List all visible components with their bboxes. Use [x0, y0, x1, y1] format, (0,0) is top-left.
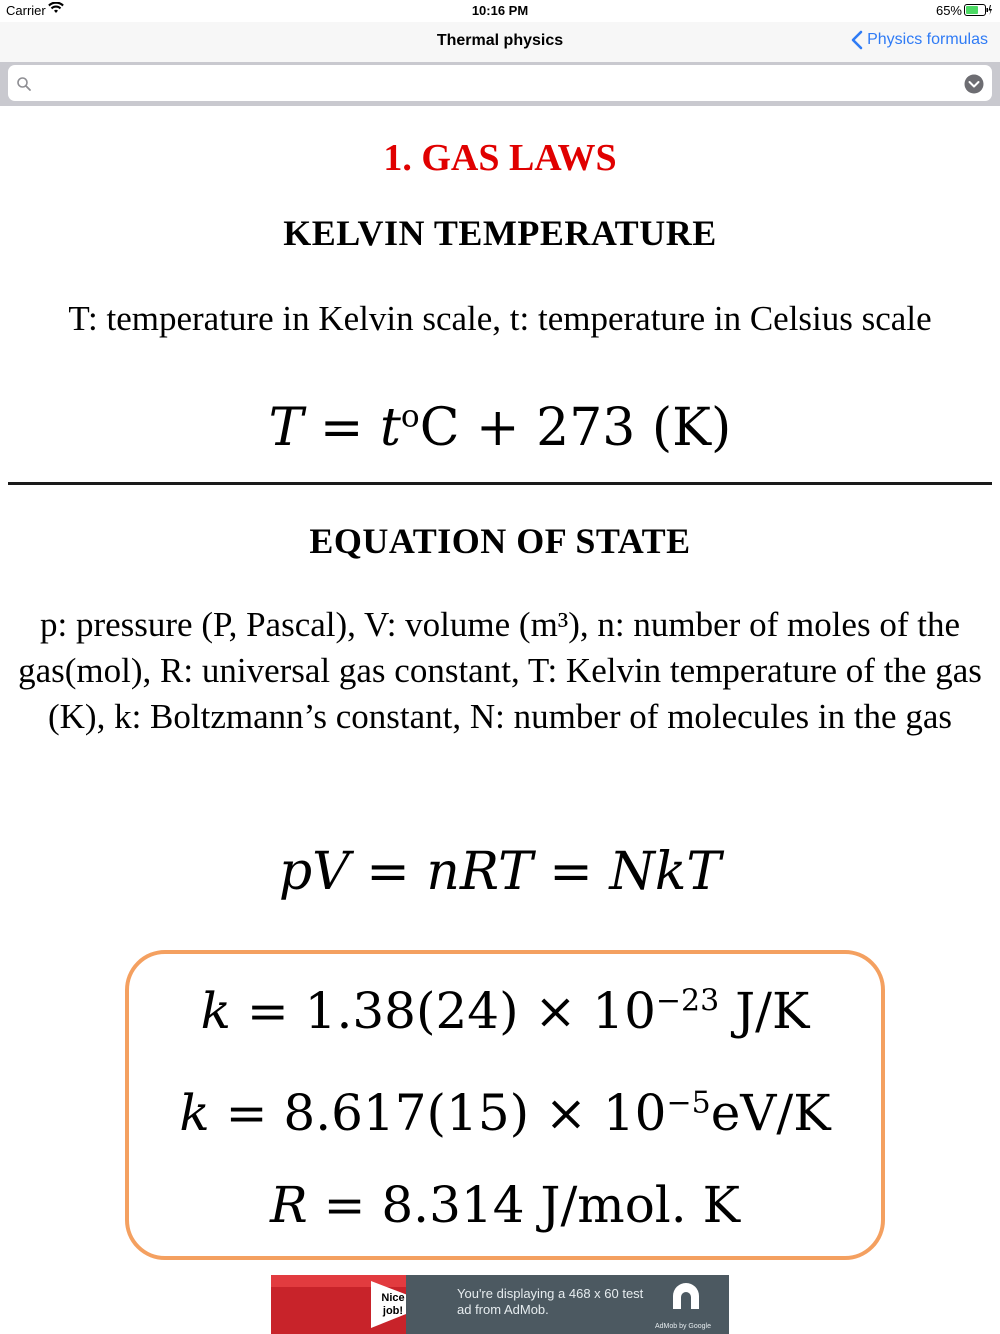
- state-heading: EQUATION OF STATE: [309, 521, 691, 561]
- ad-badge: Nice job!: [381, 1292, 405, 1317]
- state-description: p: pressure (P, Pascal), V: volume (m³), n: number of moles of the gas(mol), R: universal gas constant, T: Kelvin temperature of the gas (K), k: Boltzmann’s constant, N: number of molecules in the gas: [18, 605, 982, 736]
- formula-part: C + 273 (K): [419, 398, 732, 458]
- kelvin-description: T: temperature in Kelvin scale, t: temperature in Celsius scale: [68, 299, 932, 338]
- formula-part: =: [303, 398, 380, 458]
- constant-unit: eV/K: [710, 1084, 831, 1142]
- section-title: 1. GAS LAWS: [383, 137, 617, 179]
- battery-percent: 65%: [935, 3, 962, 18]
- constant-exponent: −23: [655, 983, 720, 1019]
- chevron-down-icon[interactable]: [964, 74, 984, 94]
- search-icon: [16, 76, 32, 92]
- constant-exponent: −5: [666, 1085, 711, 1121]
- back-button[interactable]: [851, 30, 988, 50]
- constant-value: = 1.38(24) × 10: [230, 982, 656, 1040]
- kelvin-heading: KELVIN TEMPERATURE: [283, 213, 717, 253]
- status-time: 10:16 PM: [471, 3, 529, 18]
- navigation-bar: [0, 22, 1000, 62]
- constant-line: [129, 1176, 881, 1234]
- chevron-left-icon: [851, 30, 863, 50]
- ad-footer: AdMob by Google: [654, 1323, 711, 1330]
- constant-value: = 8.617(15) × 10: [209, 1084, 667, 1142]
- ad-text: You're displaying a 468 x 60 test ad from AdMob.: [457, 1286, 644, 1317]
- search-box: [8, 65, 992, 101]
- carrier-label: Carrier: [6, 3, 46, 18]
- formula-part: T: [268, 398, 304, 458]
- constant-symbol: k: [179, 1084, 210, 1142]
- kelvin-formula: [0, 398, 1000, 458]
- search-bar: [0, 62, 1000, 106]
- formula-part: t: [380, 398, 401, 458]
- constant-line: [129, 1084, 881, 1142]
- status-bar: [0, 0, 1000, 22]
- constant-symbol: k: [200, 982, 231, 1040]
- constant-value: = 8.314 J/mol. K: [307, 1176, 740, 1234]
- state-formula: pV = nRT = NkT: [278, 842, 722, 902]
- constant-line: [129, 982, 881, 1040]
- divider: [8, 482, 992, 485]
- constant-symbol: R: [270, 1176, 308, 1234]
- back-button-label: Physics formulas: [867, 31, 988, 48]
- admob-logo-icon: [671, 1281, 701, 1313]
- battery-icon: [964, 4, 992, 16]
- search-input[interactable]: [42, 65, 946, 103]
- page-title: Thermal physics: [436, 32, 564, 49]
- constant-unit: J/K: [719, 982, 810, 1040]
- formula-superscript: o: [400, 398, 420, 435]
- ad-banner[interactable]: [271, 1275, 729, 1334]
- constants-box: [125, 950, 885, 1260]
